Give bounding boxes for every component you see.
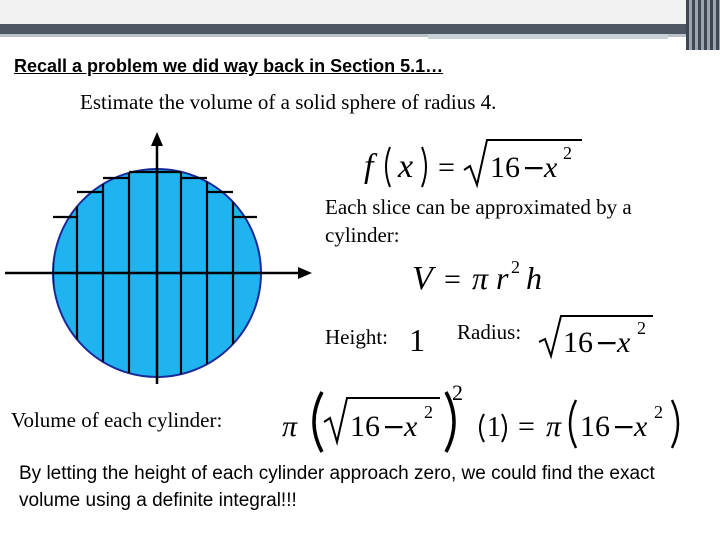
svg-text:16: 16 [580,410,610,443]
svg-text:=: = [438,151,455,184]
svg-text:2: 2 [511,257,520,277]
svg-text:1: 1 [409,322,425,358]
svg-text:−: − [612,410,636,443]
volume-label: Volume of each cylinder: [11,408,223,432]
svg-text:=: = [444,263,461,296]
svg-text:f: f [364,148,374,185]
svg-text:2: 2 [654,402,663,422]
svg-text:16: 16 [350,410,380,443]
svg-text:π: π [546,410,562,443]
volume-formula [280,380,700,456]
svg-text:−: − [382,410,406,443]
svg-text:π: π [282,410,298,443]
svg-text:16: 16 [490,151,520,184]
svg-text:−: − [595,326,619,359]
y-axis-arrow [151,132,163,146]
height-label: Height: [325,325,388,349]
svg-text:x: x [544,151,558,184]
conclusion-text: By letting the height of each cylinder approach zero, we could find the exact volume using a definite integral!!! [19,463,655,511]
svg-text:π: π [472,260,489,296]
svg-text:2: 2 [563,143,572,163]
x-axis-arrow [298,267,312,279]
svg-text:V: V [412,260,433,297]
svg-text:1: 1 [487,412,501,443]
svg-text:2: 2 [424,402,433,422]
cylinder-volume-formula [410,255,580,305]
function-formula [360,135,610,195]
svg-text:x: x [398,148,414,185]
radius-label: Radius: [457,320,522,344]
header-accent [428,34,668,39]
svg-text:h: h [526,260,542,296]
slice-description: Each slice can be approximated by a cylinder: [325,195,632,247]
svg-text:x: x [404,410,418,443]
svg-text:2: 2 [637,318,646,338]
svg-text:2: 2 [452,380,463,405]
corner-decoration [686,0,720,50]
height-value [405,318,435,358]
svg-text:x: x [617,326,631,359]
svg-text:=: = [518,410,535,443]
header-band [0,24,720,34]
title-bar [0,0,720,24]
sphere-slices-diagram [0,130,320,390]
svg-text:16: 16 [563,326,593,359]
slide-subheading: Estimate the volume of a solid sphere of radius 4. [80,90,497,114]
svg-text:x: x [634,410,648,443]
svg-text:r: r [496,260,509,296]
slide-heading: Recall a problem we did way back in Section 5.1… [14,56,444,76]
svg-text:−: − [522,151,546,184]
radius-formula [537,312,667,362]
